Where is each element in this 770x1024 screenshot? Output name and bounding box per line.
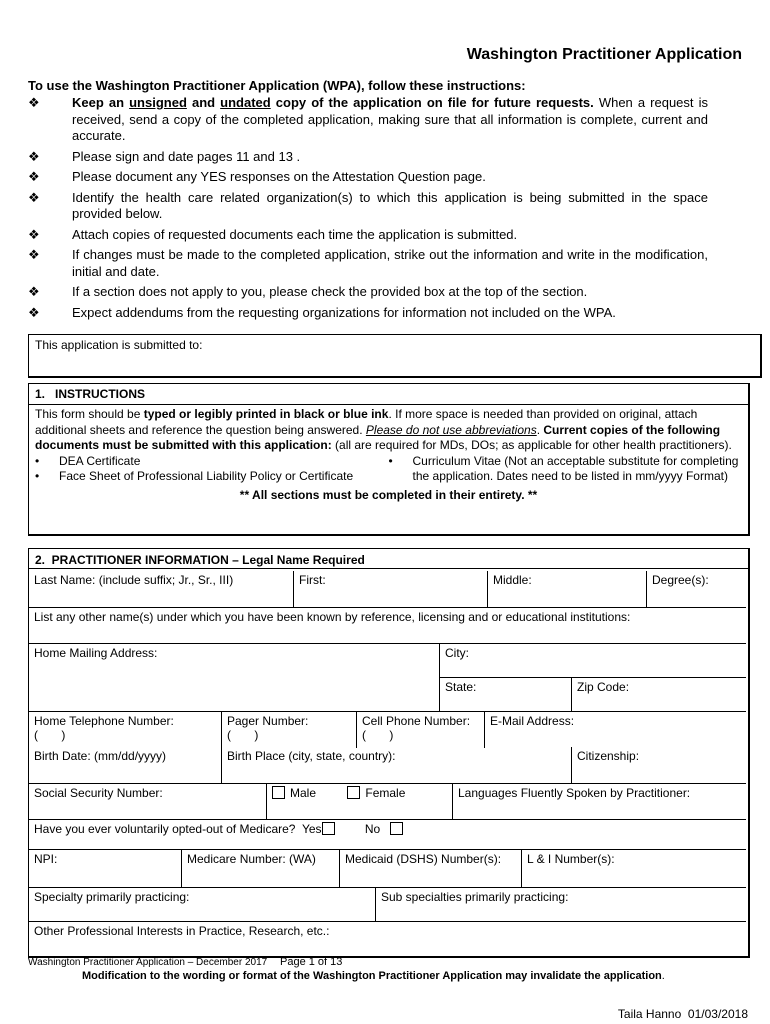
citizenship-field[interactable]: Citizenship: — [571, 747, 746, 783]
ssn-field[interactable]: Social Security Number: — [34, 786, 163, 800]
degrees-field[interactable]: Degree(s): — [646, 571, 746, 607]
li-number-field[interactable]: L & I Number(s): — [521, 850, 746, 888]
medicare-optout-question: Have you ever voluntarily opted-out of Medicare? — [34, 822, 296, 836]
home-phone-field[interactable]: Home Telephone Number: ( ) — [34, 714, 174, 742]
npi-field[interactable]: NPI: — [34, 852, 58, 866]
medicare-optout-row: Have you ever voluntarily opted-out of Medicare? Yes No — [29, 819, 746, 850]
bullet-item: ❖ Attach copies of requested documents each time the application is submitted. — [28, 226, 518, 242]
name-row — [29, 571, 746, 607]
diamond-bullet-icon: ❖ — [28, 284, 40, 299]
list-item: • Curriculum Vitae (Not an acceptable substitute for completing the application. Dates need to be listed in mm/yyyy Format) — [388, 453, 739, 483]
middle-name-field[interactable]: Middle: — [487, 571, 646, 607]
instruction-bullets — [28, 95, 708, 325]
page-number: Page 1 of 13 — [280, 956, 343, 968]
bullet-icon: • — [388, 453, 393, 468]
languages-field[interactable]: Languages Fluently Spoken by Practitioner: — [452, 784, 746, 820]
pager-field[interactable]: Pager Number: ( ) — [221, 712, 356, 748]
list-item: • DEA Certificate — [35, 453, 141, 468]
female-checkbox[interactable] — [347, 786, 360, 799]
submitted-to-label: This application is submitted to: — [35, 338, 203, 352]
diamond-bullet-icon: ❖ — [28, 304, 40, 320]
medicare-number-field[interactable]: Medicare Number: (WA) — [181, 850, 339, 888]
diamond-bullet-icon: ❖ — [28, 247, 40, 262]
bullet-item: ❖ Identify the health care related organization(s) to which this application is being submitted in the space provided below. — [28, 189, 708, 221]
sub-specialties-field[interactable]: Sub specialties primarily practicing: — [375, 888, 746, 922]
optout-yes-checkbox[interactable] — [322, 822, 335, 835]
ssn-row — [29, 783, 746, 820]
intro-text: To use the Washington Practitioner Application (WPA), follow these instructions: — [28, 78, 526, 93]
interests-row — [29, 921, 746, 955]
birth-date-field[interactable]: Birth Date: (mm/dd/yyyy) — [34, 749, 167, 763]
birth-row — [29, 747, 746, 783]
zip-field[interactable]: Zip Code: — [571, 678, 746, 712]
numbers-row — [29, 849, 746, 888]
birth-place-field[interactable]: Birth Place (city, state, country): — [221, 747, 571, 783]
document-title: Washington Practitioner Application — [466, 46, 742, 63]
last-name-field[interactable]: Last Name: (include suffix; Jr., Sr., III) — [34, 573, 234, 587]
first-name-field[interactable]: First: — [293, 571, 487, 607]
diamond-bullet-icon: ❖ — [28, 148, 40, 164]
other-interests-field[interactable]: Other Professional Interests in Practice, Research, etc.: — [34, 924, 330, 938]
address-row — [29, 643, 746, 712]
diamond-bullet-icon: ❖ — [28, 95, 40, 110]
optout-no-checkbox[interactable] — [390, 822, 403, 835]
section-heading: 1. INSTRUCTIONS — [29, 384, 748, 405]
section-instructions — [28, 383, 750, 536]
bullet-item: ❖ Keep an unsigned and undated copy of the application on file for future requests. When a request is received, send a copy of the completed application, making sure that all information is complete, current and accurate. — [28, 95, 708, 143]
city-field[interactable]: City: — [439, 644, 746, 678]
bullet-item: ❖ If changes must be made to the completed application, strike out the information and write in the modification, initial and date. — [28, 247, 708, 279]
all-sections-note: ** All sections must be completed in their entirety. ** — [239, 487, 538, 502]
diamond-bullet-icon: ❖ — [28, 189, 40, 205]
other-names-row — [29, 607, 746, 644]
list-item: • Face Sheet of Professional Liability Policy or Certificate — [35, 469, 354, 483]
male-checkbox[interactable] — [272, 786, 285, 799]
other-names-field[interactable]: List any other name(s) under which you have been known by reference, licensing and or educational institutions: — [34, 610, 631, 624]
medicaid-number-field[interactable]: Medicaid (DSHS) Number(s): — [339, 850, 521, 888]
diamond-bullet-icon: ❖ — [28, 226, 40, 242]
state-field[interactable]: State: — [439, 678, 571, 712]
bullet-item: ❖ Expect addendums from the requesting organizations for information not included on the WPA. — [28, 304, 616, 320]
signature-stamp: Taila Hanno 01/03/2018 — [617, 1007, 748, 1021]
section-heading: 2. PRACTITIONER INFORMATION – Legal Name Required — [29, 549, 748, 569]
required-docs-left — [35, 454, 389, 485]
submitted-to-field[interactable] — [28, 334, 762, 378]
gender-field: Male Female — [266, 784, 452, 820]
required-docs-right — [389, 454, 743, 485]
bullet-icon: • — [35, 469, 40, 483]
instructions-paragraph: This form should be typed or legibly printed in black or blue ink. If more space is needed than provided on original, attach additional sheets and reference the question being answered. Please do not use abbreviations. Current copies of the following documents must be submitted with this application: (all are required for MDs, DOs; as applicable for other health practitioners). — [35, 407, 732, 452]
bullet-item: ❖ If a section does not apply to you, please check the provided box at the top of the section. — [28, 284, 588, 299]
footer-line — [28, 956, 342, 968]
bullet-icon: • — [35, 453, 40, 468]
bullet-item: ❖ Please document any YES responses on the Attestation Question page. — [28, 169, 486, 184]
specialty-row — [29, 887, 746, 922]
form-name: Washington Practitioner Application – December 2017 — [28, 957, 268, 968]
specialty-field[interactable]: Specialty primarily practicing: — [34, 890, 190, 904]
diamond-bullet-icon: ❖ — [28, 169, 40, 184]
bullet-item: ❖ Please sign and date pages 11 and 13 . — [28, 148, 301, 164]
footer-warning: Modification to the wording or format of the Washington Practitioner Application may invalidate the application. — [82, 970, 665, 982]
home-address-field[interactable]: Home Mailing Address: — [34, 646, 158, 660]
cell-phone-field[interactable]: Cell Phone Number: ( ) — [356, 712, 484, 748]
phone-row — [29, 711, 746, 748]
section-practitioner-info — [28, 548, 750, 958]
email-field[interactable]: E-Mail Address: — [484, 712, 746, 748]
